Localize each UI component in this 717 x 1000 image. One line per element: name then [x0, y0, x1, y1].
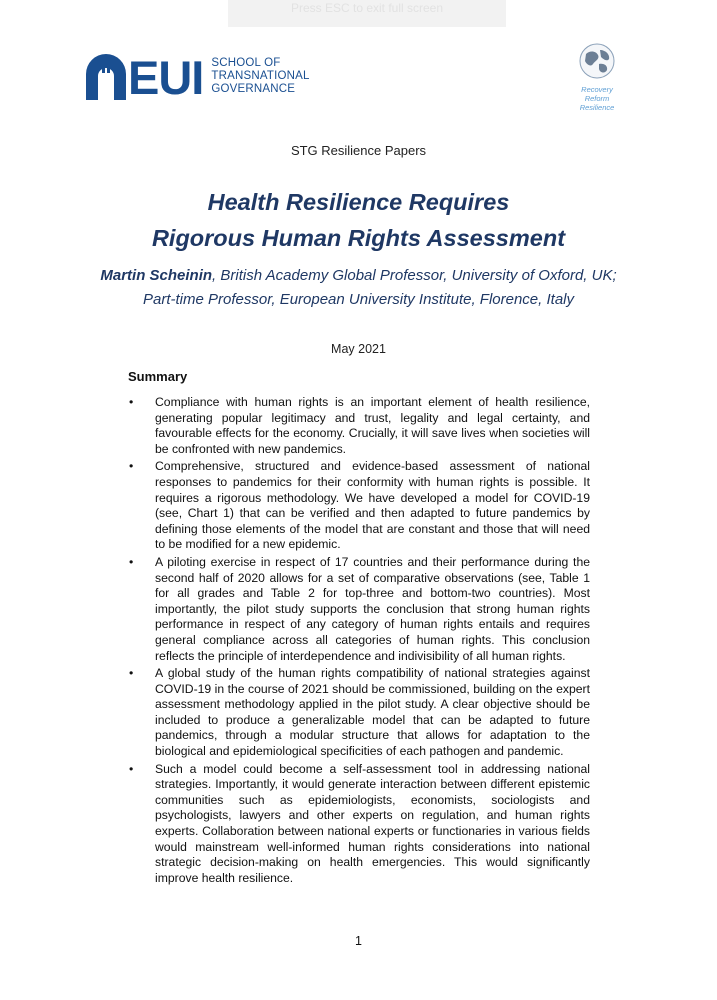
author-name: Martin Scheinin	[100, 267, 213, 284]
author-affiliation-1: , British Academy Global Professor, University of Oxford, UK;	[212, 267, 617, 284]
arch-icon	[86, 54, 126, 100]
school-name-line: TRANSNATIONAL	[211, 69, 310, 82]
eui-emblem	[86, 51, 204, 104]
bullet-icon: •	[129, 554, 134, 569]
summary-item-text: A global study of the human rights compatibility of national strategies against COVID-19 in the course of 2021 should be commissioned, building on the expert assessment methodology applied in the pilot study. A clear objective should be included to produce a generalizable model that can be adapted to future pandemics, through a modular structure that allows for adaptation to the biological and epidemiological specificities of each pathogen and pandemic.	[155, 666, 590, 759]
summary-item	[128, 666, 590, 760]
bullet-icon: •	[129, 666, 134, 681]
summary-item-text: Comprehensive, structured and evidence-based assessment of national responses to pandemics for their conformity with human rights is possible. It requires a rigorous methodology. We have developed a model for COVID-19 (see, Chart 1) that can be verified and then adapted to future pandemics by defining those elements of the model that are constant and those that will need to be modified for a new epidemic.	[155, 459, 590, 552]
fullscreen-banner: Press ESC to exit full screen	[228, 0, 506, 27]
school-name	[211, 57, 309, 96]
author-affiliation-2: Part-time Professor, European University Institute, Florence, Italy	[142, 291, 574, 308]
author-block	[0, 264, 717, 312]
title-line-1: Health Resilience Requires	[207, 189, 510, 215]
eui-wordmark: EUI	[128, 51, 204, 104]
summary-list	[128, 395, 590, 888]
badge-line: Recovery	[581, 85, 613, 94]
bullet-icon: •	[129, 395, 134, 409]
paper-title	[0, 184, 717, 256]
series-label: STG Resilience Papers	[290, 143, 427, 158]
summary-item	[128, 459, 590, 553]
badge-line: Reform	[584, 94, 610, 103]
summary-item	[128, 555, 590, 664]
badge-line: Resilience	[579, 103, 615, 112]
school-name-line: GOVERNANCE	[211, 82, 296, 95]
title-line-2: Rigorous Human Rights Assessment	[151, 225, 566, 251]
bullet-icon: •	[129, 761, 134, 776]
school-name-line: SCHOOL OF	[211, 56, 281, 69]
author-line-1	[0, 264, 717, 288]
eui-logo	[86, 51, 310, 104]
page-number: 1	[355, 934, 362, 948]
publication-date: May 2021	[331, 342, 386, 356]
summary-heading: Summary	[128, 369, 188, 384]
summary-item-text: Such a model could become a self-assessment tool in addressing national strategies. Importantly, it would generate interaction between different epistemic communities such as epidemiologists, economists, sociologists and psychologists, lawyers and other experts on regulation, and human rights experts. Collaboration between national experts or functionaries in various fields would mainstream well-informed human rights considerations into national strategic decision-making on health emergencies. This would significantly improve health resilience.	[155, 761, 590, 885]
summary-item-text: Compliance with human rights is an important element of health resilience, generating popular legitimacy and trust, legality and legal certainty, and favourable effects for the economy. Crucially, it will save lives when societies will be confronted with new pandemics.	[155, 395, 590, 456]
bullet-icon: •	[129, 459, 134, 474]
summary-item	[128, 762, 590, 887]
summary-item	[128, 395, 590, 457]
recovery-reform-resilience-badge	[574, 42, 620, 112]
globe-icon	[578, 42, 616, 80]
summary-item-text: A piloting exercise in respect of 17 countries and their performance during the second half of 2020 allows for a set of comparative observations (see, Table 1 for all grades and Table 2 for top-three and bottom-two countries). Most importantly, the pilot study supports the conclusion that strong human rights performance in respect of any category of human rights entails and requires general compliance across all categories of human rights. This conclusion reflects the principle of interdependence and indivisibility of all human rights.	[155, 554, 590, 663]
